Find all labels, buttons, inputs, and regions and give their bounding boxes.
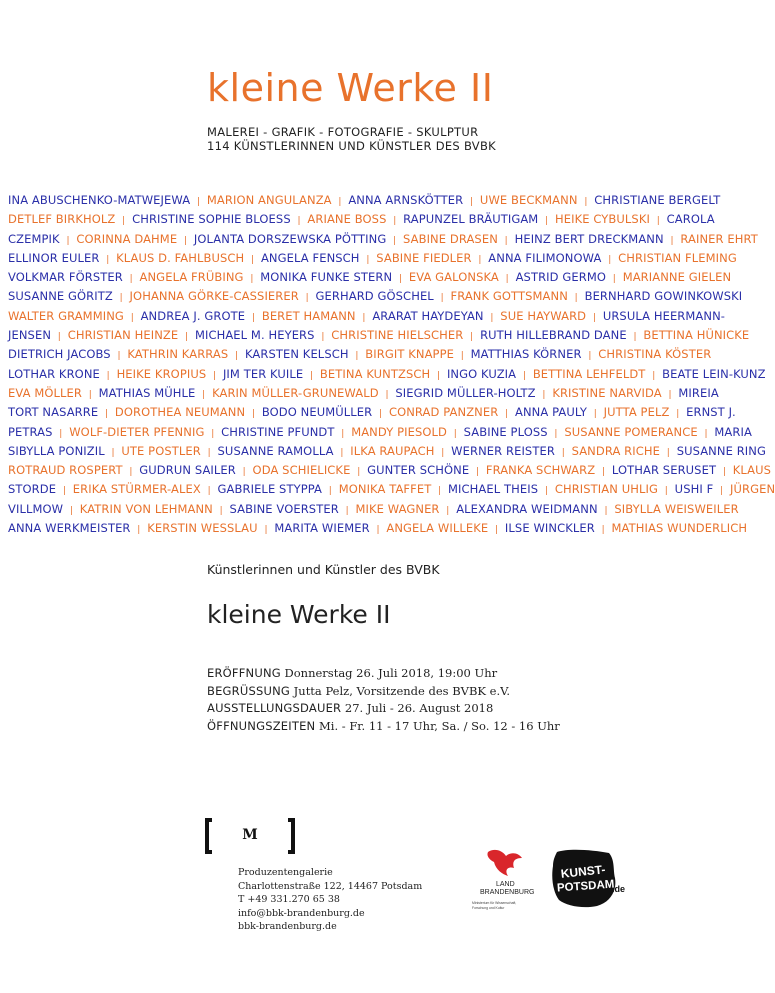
artist-name: GUDRUN SAILER (139, 463, 236, 478)
artist-name: KLAUS D. FAHLBUSCH (116, 250, 245, 265)
venue-name: Produzentengalerie (238, 867, 333, 878)
name-separator: | (117, 351, 121, 362)
name-separator: | (130, 312, 134, 323)
name-separator: | (437, 370, 441, 381)
name-separator: | (196, 197, 201, 207)
artist-row (8, 327, 750, 346)
artist-name: ROTRAUD ROSPERT (8, 463, 123, 478)
name-separator: | (522, 370, 527, 381)
artist-name: MARIA (714, 424, 752, 439)
intro-line: Künstlerinnen und Künstler des BVBK (207, 562, 440, 577)
artist-row (8, 366, 766, 385)
name-separator: | (341, 428, 345, 439)
artist-name: ALEXANDRA WEIDMANN (456, 501, 598, 516)
name-separator: | (670, 235, 674, 246)
name-separator: | (544, 486, 549, 497)
artist-name: ASTRID GERMO (515, 270, 607, 285)
subtitle-line-2: 114 KÜNSTLERINNEN UND KÜNSTLER DES BVBK (207, 139, 497, 153)
name-separator: | (446, 505, 450, 516)
artist-name: KARSTEN KELSCH (244, 347, 349, 362)
artist-name: CHRISTIANE BERGELT (594, 193, 721, 207)
name-separator: | (495, 525, 499, 536)
kunst-line-1: KUNST- (560, 862, 607, 881)
artist-row (8, 385, 719, 404)
artist-name: KATRIN VON LEHMANN (79, 501, 213, 516)
artist-row (8, 250, 737, 269)
artist-name: ANGELA FRÜBING (139, 270, 244, 285)
name-separator: | (504, 235, 508, 246)
artist-name: RAPUNZEL BRÄUTIGAM (403, 212, 539, 227)
name-separator: | (440, 293, 444, 304)
name-separator: | (211, 428, 215, 439)
artist-name: ANNA ARNSKÖTTER (348, 193, 464, 207)
name-separator: | (219, 505, 223, 516)
artist-name: MATHIAS MÜHLE (98, 385, 196, 400)
artist-name: FRANK GOTTSMANN (450, 289, 568, 304)
name-separator: | (66, 235, 70, 246)
artist-name: SABINE PLOSS (463, 424, 548, 439)
artist-name: URSULA HEERMANN- (602, 308, 726, 323)
artist-name: KARIN MÜLLER-GRUNEWALD (212, 385, 379, 400)
name-separator: | (129, 274, 133, 285)
artist-name: CHRISTIAN HEINZE (67, 328, 179, 343)
name-separator: | (505, 274, 509, 285)
name-separator: | (478, 254, 482, 265)
name-separator: | (129, 467, 133, 478)
artist-row (8, 231, 758, 250)
artist-name: SIBYLLA PONIZIL (8, 443, 105, 458)
artist-name: CORINNA DAHME (76, 231, 178, 246)
artist-name: DETLEF BIRKHOLZ (8, 212, 116, 227)
artist-name: SANDRA RICHE (571, 443, 661, 458)
name-separator: | (345, 505, 349, 516)
name-separator: | (441, 447, 445, 458)
artist-name: HEINZ BERT DRECKMANN (514, 231, 664, 246)
poster-title: kleine Werke II (207, 66, 494, 110)
artist-name: SIEGRID MÜLLER-HOLTZ (395, 385, 536, 400)
artist-name: MATTHIAS KÖRNER (470, 347, 582, 362)
poster-subtitle (207, 125, 496, 153)
artist-name: DOROTHEA NEUMANN (114, 405, 246, 420)
name-separator: | (475, 467, 480, 478)
artist-name: CONRAD PANZNER (388, 405, 499, 420)
info-text: Jutta Pelz, Vorsitzende des BVBK e.V. (293, 683, 511, 698)
artist-row (8, 288, 743, 307)
artist-name: BEATE LEIN-KUNZ (662, 366, 766, 381)
name-separator: | (305, 293, 309, 304)
name-separator: | (453, 428, 457, 439)
name-separator: | (612, 274, 616, 285)
artist-name: MICHAEL THEIS (448, 482, 539, 497)
info-text: Mi. - Fr. 11 - 17 Uhr, Sa. / So. 12 - 16 Uhr (319, 718, 560, 733)
name-separator: | (561, 447, 565, 458)
artist-name: EVA GALONSKA (408, 270, 499, 285)
artist-row (8, 211, 715, 230)
artist-row (8, 462, 772, 481)
artist-name: RAINER EHRT (680, 231, 758, 246)
name-separator: | (242, 467, 246, 478)
artist-name: MIKE WAGNER (355, 501, 440, 516)
name-separator: | (251, 409, 256, 420)
name-separator: | (545, 216, 549, 227)
artist-name: SIBYLLA WEISWEILER (614, 501, 739, 516)
ministry-line-1: Ministerium für Wissenschaft, (472, 901, 517, 905)
artist-name: BETINA KUNTZSCH (319, 366, 431, 381)
info-row-hours (207, 718, 560, 736)
name-separator: | (379, 409, 383, 420)
artist-name: JENSEN (8, 328, 52, 343)
artist-name: EVA MÖLLER (8, 385, 82, 400)
artist-name: MONIKA TAFFET (338, 482, 432, 497)
name-separator: | (338, 197, 342, 207)
name-separator: | (601, 525, 605, 536)
artist-name: GUNTER SCHÖNE (367, 463, 470, 478)
artist-name: UTE POSTLER (121, 443, 201, 458)
artist-name: SUSANNE RING (676, 443, 767, 458)
artist-row (8, 346, 712, 365)
name-separator: | (122, 216, 126, 227)
name-separator: | (250, 274, 254, 285)
artist-name: MARITA WIEMER (274, 521, 370, 536)
artist-name: WERNER REISTER (451, 443, 555, 458)
name-separator: | (470, 332, 474, 343)
artist-name: CHRISTIAN UHLIG (554, 482, 658, 497)
artist-name: PETRAS (8, 424, 53, 439)
artist-name: WOLF-DIETER PFENNIG (69, 424, 205, 439)
artist-name: ERNST J. (686, 405, 736, 420)
artist-name: RUTH HILLEBRAND DANE (480, 328, 627, 343)
artist-name: SABINE VOERSTER (229, 501, 339, 516)
artist-name: SABINE DRASEN (403, 231, 498, 246)
name-separator: | (470, 197, 474, 207)
gallery-address (238, 866, 422, 934)
artist-name: CHRISTINE HIELSCHER (331, 328, 464, 343)
venue-email[interactable]: info@bbk-brandenburg.de (238, 907, 365, 919)
info-label: BEGRÜSSUNG (207, 683, 291, 698)
artist-row (8, 501, 739, 520)
artist-name: JIM TER KUILE (222, 366, 304, 381)
name-separator: | (588, 351, 592, 362)
artist-row (8, 520, 748, 539)
name-separator: | (251, 312, 256, 323)
name-separator: | (251, 254, 255, 265)
name-separator: | (601, 467, 606, 478)
name-separator: | (720, 486, 724, 497)
name-separator: | (69, 505, 74, 516)
artist-name: MONIKA FUNKE STERN (260, 270, 393, 285)
name-separator: | (202, 389, 206, 400)
logo-letter: M (242, 827, 258, 843)
name-separator: | (593, 409, 597, 420)
info-label: AUSSTELLUNGSDAUER (207, 701, 342, 715)
artist-name: JÜRGEN (729, 482, 775, 497)
artist-name: SUE HAYWARD (500, 308, 587, 323)
artist-name: STORDE (8, 482, 57, 497)
artist-name: JOHANNA GÖRKE-CASSIERER (129, 289, 299, 304)
name-separator: | (119, 293, 123, 304)
artist-row (8, 424, 752, 443)
subtitle-line-1: MALEREI - GRAFIK - FOTOGRAFIE - SKULPTUR (207, 125, 479, 139)
name-separator: | (104, 409, 109, 420)
name-separator: | (376, 525, 380, 536)
artist-name: ANGELA WILLEKE (386, 521, 489, 536)
info-text: 27. Juli - 26. August 2018 (344, 701, 494, 715)
artist-name: INA ABUSCHENKO-MATWEJEWA (8, 193, 191, 207)
land-line-2: BRANDENBURG (480, 889, 535, 896)
exhibition-title: kleine Werke II (207, 600, 391, 629)
artist-name: SABINE FIEDLER (376, 250, 472, 265)
name-separator: | (438, 486, 442, 497)
name-separator: | (310, 370, 314, 381)
artist-name: MARION ANGULANZA (206, 193, 332, 207)
artist-name: KERSTIN WESSLAU (147, 521, 258, 536)
artist-name: ERIKA STÜRMER-ALEX (72, 482, 201, 497)
artist-name: HEIKE CYBULSKI (555, 212, 650, 227)
name-separator: | (264, 525, 268, 536)
name-separator: | (185, 332, 189, 343)
artist-name: FRANKA SCHWARZ (485, 463, 596, 478)
artist-name: SUSANNE GÖRITZ (8, 289, 113, 304)
artist-name: TORT NASARRE (8, 405, 99, 420)
name-separator: | (340, 447, 344, 458)
name-separator: | (207, 447, 211, 458)
name-separator: | (59, 428, 63, 439)
artist-name: GERHARD GÖSCHEL (315, 289, 434, 304)
name-separator: | (704, 428, 708, 439)
artist-name: BODO NEUMÜLLER (261, 405, 373, 420)
artist-list (8, 192, 775, 539)
artist-name: SUSANNE POMERANCE (564, 424, 698, 439)
name-separator: | (604, 505, 608, 516)
artist-name: BERNHARD GOWINKOWSKI (584, 289, 743, 304)
artist-row (8, 404, 736, 423)
artist-name: DIETRICH JACOBS (8, 347, 111, 362)
venue-street: Charlottenstraße 122, 14467 Potsdam (238, 880, 423, 892)
name-separator: | (668, 389, 672, 400)
name-separator: | (366, 254, 370, 265)
name-separator: | (490, 312, 494, 323)
name-separator: | (505, 409, 509, 420)
name-separator: | (584, 197, 588, 207)
name-separator: | (111, 447, 115, 458)
name-separator: | (355, 351, 359, 362)
name-separator: | (88, 389, 92, 400)
info-row-opening (207, 665, 560, 683)
name-separator: | (137, 525, 141, 536)
artist-name: SUSANNE RAMOLLA (217, 443, 334, 458)
artist-row (8, 192, 721, 211)
name-separator: | (633, 332, 637, 343)
artist-row (8, 443, 767, 462)
artist-name: ANNA WERKMEISTER (8, 521, 131, 536)
name-separator: | (106, 370, 110, 381)
name-separator: | (608, 254, 612, 265)
name-separator: | (57, 332, 61, 343)
info-label: ÖFFNUNGSZEITEN (207, 718, 316, 733)
artist-name: CHRISTINA KÖSTER (598, 347, 712, 362)
name-separator: | (106, 254, 110, 265)
artist-name: KLAUS (732, 463, 772, 478)
name-separator: | (398, 274, 403, 285)
name-separator: | (542, 389, 546, 400)
artist-name: ARIANE BOSS (307, 212, 387, 227)
artist-name: ILSE WINCKLER (504, 521, 595, 536)
gallery-bracket-logo (205, 818, 295, 854)
name-separator: | (554, 428, 558, 439)
artist-name: ANNA FILIMONOWA (488, 250, 602, 265)
artist-name: CZEMPIK (8, 231, 60, 246)
name-separator: | (574, 293, 578, 304)
artist-name: MIREIA (678, 385, 719, 400)
info-label: ERÖFFNUNG (207, 666, 281, 680)
artist-name: CAROLA (666, 212, 715, 227)
artist-name: MARIANNE GIELEN (622, 270, 732, 285)
name-separator: | (666, 447, 670, 458)
artist-name: ELLINOR EULER (8, 250, 100, 265)
artist-name: CHRISTIAN FLEMING (618, 250, 737, 265)
artist-name: ARARAT HAYDEYAN (372, 308, 484, 323)
artist-name: BERET HAMANN (261, 308, 356, 323)
name-separator: | (393, 216, 397, 227)
name-separator: | (592, 312, 597, 323)
artist-name: ANNA PAULY (515, 405, 587, 420)
info-row-duration (207, 700, 560, 718)
artist-row (8, 308, 726, 327)
artist-name: UWE BECKMANN (479, 193, 578, 207)
land-line-1: LAND (496, 881, 515, 888)
artist-row (8, 269, 732, 288)
right-bracket (288, 818, 295, 854)
artist-name: LOTHAR KRONE (8, 366, 100, 381)
artist-row (8, 481, 775, 500)
name-separator: | (460, 351, 464, 362)
land-brandenburg-logo (468, 846, 546, 916)
name-separator: | (235, 351, 239, 362)
name-separator: | (213, 370, 217, 381)
artist-name: JUTTA PELZ (603, 405, 670, 420)
name-separator: | (652, 370, 656, 381)
name-separator: | (656, 216, 660, 227)
kunst-line-2: POTSDAM (556, 878, 615, 895)
artist-name: ODA SCHIELICKE (252, 463, 351, 478)
name-separator: | (207, 486, 211, 497)
artist-name: CHRISTINE SOPHIE BLOESS (132, 212, 291, 227)
info-text: Donnerstag 26. Juli 2018, 19:00 Uhr (284, 666, 498, 680)
kunst-potsdam-logo (549, 848, 631, 910)
ministry-line-2: Forschung und Kultur (472, 906, 505, 910)
name-separator: | (676, 409, 680, 420)
artist-name: KATHRIN KARRAS (127, 347, 229, 362)
artist-name: ANDREA J. GROTE (140, 308, 246, 323)
artist-name: MATHIAS WUNDERLICH (611, 521, 748, 536)
artist-name: ANGELA FENSCH (260, 250, 360, 265)
artist-name: GABRIELE STYPPA (217, 482, 323, 497)
artist-name: BIRGIT KNAPPE (365, 347, 454, 362)
artist-name: CHRISTINE PFUNDT (221, 424, 335, 439)
name-separator: | (393, 235, 397, 246)
artist-name: WALTER GRAMMING (8, 308, 124, 323)
name-separator: | (297, 216, 301, 227)
artist-name: VOLKMAR FÖRSTER (8, 270, 123, 285)
artist-name: KRISTINE NARVIDA (552, 385, 662, 400)
event-info (207, 665, 560, 735)
name-separator: | (385, 389, 389, 400)
artist-name: LOTHAR SERUSET (611, 463, 717, 478)
name-separator: | (62, 486, 66, 497)
name-separator: | (362, 312, 366, 323)
name-separator: | (321, 332, 325, 343)
name-separator: | (357, 467, 361, 478)
name-separator: | (722, 467, 726, 478)
name-separator: | (183, 235, 188, 246)
eagle-icon (487, 850, 522, 876)
artist-name: JOLANTA DORSZEWSKA PÖTTING (193, 231, 387, 246)
artist-name: BETTINA LEHFELDT (532, 366, 646, 381)
artist-name: BETTINA HÜNICKE (643, 328, 750, 343)
artist-name: MANDY PIESOLD (351, 424, 447, 439)
name-separator: | (664, 486, 668, 497)
artist-name: VILLMOW (8, 501, 64, 516)
info-row-welcome (207, 683, 560, 701)
artist-name: INGO KUZIA (446, 366, 517, 381)
venue-website[interactable]: bbk-brandenburg.de (238, 921, 337, 932)
name-separator: | (328, 486, 332, 497)
kunst-suffix: .de (612, 884, 626, 894)
artist-name: MICHAEL M. HEYERS (194, 328, 315, 343)
artist-name: USHI F (674, 482, 714, 497)
venue-phone: T +49 331.270 65 38 (238, 894, 340, 905)
artist-name: ILKA RAUPACH (350, 443, 435, 458)
artist-name: HEIKE KROPIUS (116, 366, 207, 381)
